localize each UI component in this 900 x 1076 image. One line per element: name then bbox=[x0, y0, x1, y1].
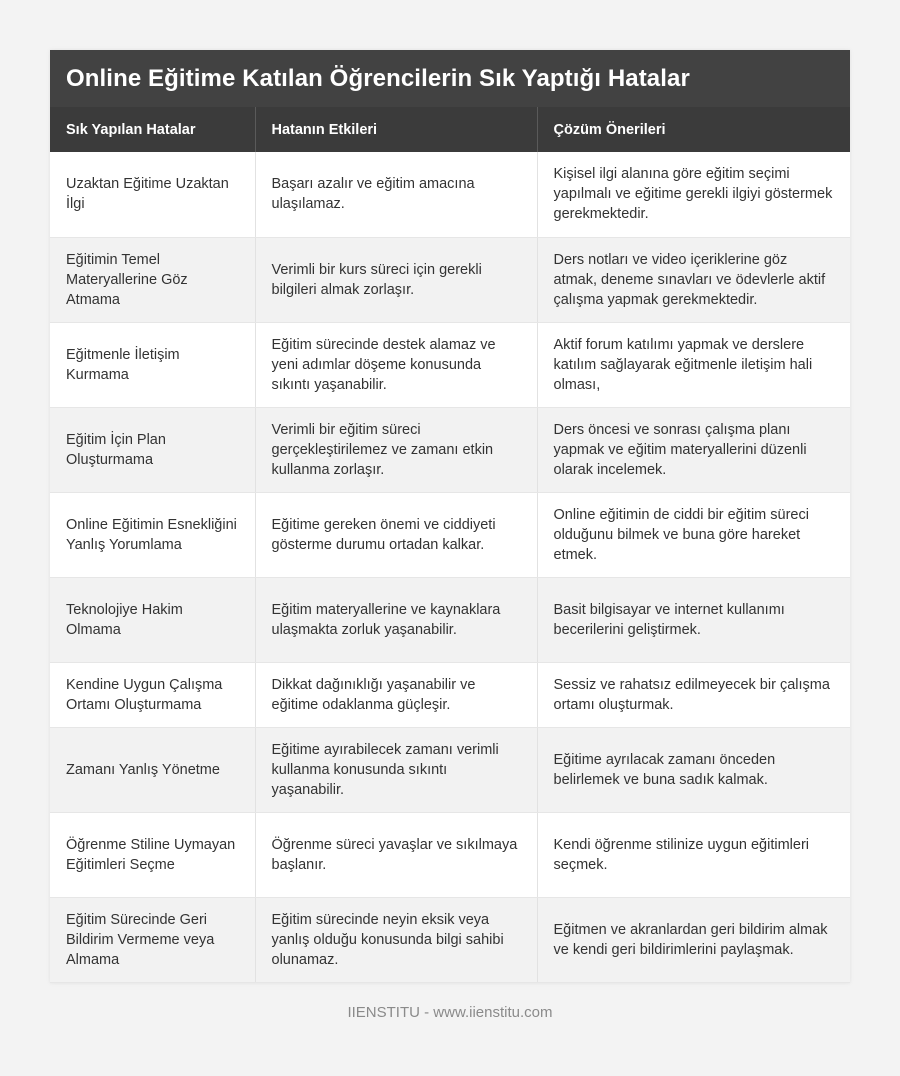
table-row bbox=[50, 152, 850, 237]
solution-cell: Online eğitimin de ciddi bir eğitim süreci olduğunu bilmek ve buna göre hareket etmek. bbox=[537, 492, 850, 577]
mistake-cell: Uzaktan Eğitime Uzaktan İlgi bbox=[50, 152, 255, 237]
mistake-cell: Online Eğitimin Esnekliğini Yanlış Yorumlama bbox=[50, 492, 255, 577]
column-header-solutions: Çözüm Önerileri bbox=[553, 121, 666, 138]
effect-cell: Eğitim materyallerine ve kaynaklara ulaşmakta zorluk yaşanabilir. bbox=[255, 577, 537, 662]
title-bar bbox=[50, 50, 850, 107]
table-row bbox=[50, 662, 850, 727]
table-title: Online Eğitime Katılan Öğrencilerin Sık Yaptığı Hatalar bbox=[66, 64, 690, 92]
effect-cell: Dikkat dağınıklığı yaşanabilir ve eğitime odaklanma güçleşir. bbox=[255, 662, 537, 727]
footer-credit: IIENSTITU - www.iienstitu.com bbox=[347, 1004, 553, 1021]
solution-cell: Ders öncesi ve sonrası çalışma planı yapmak ve eğitim materyallerini düzenli olarak incelemek. bbox=[537, 407, 850, 492]
mistake-cell: Teknolojiye Hakim Olmama bbox=[50, 577, 255, 662]
effect-cell: Öğrenme süreci yavaşlar ve sıkılmaya başlanır. bbox=[255, 812, 537, 897]
mistakes-table bbox=[50, 107, 850, 983]
table-card bbox=[50, 50, 850, 983]
mistake-cell: Eğitim Sürecinde Geri Bildirim Vermeme veya Almama bbox=[50, 897, 255, 982]
effect-cell: Eğitim sürecinde neyin eksik veya yanlış olduğu konusunda bilgi sahibi olunamaz. bbox=[255, 897, 537, 982]
solution-cell: Sessiz ve rahatsız edilmeyecek bir çalışma ortamı oluşturmak. bbox=[537, 662, 850, 727]
mistake-cell: Öğrenme Stiline Uymayan Eğitimleri Seçme bbox=[50, 812, 255, 897]
solution-cell: Kişisel ilgi alanına göre eğitim seçimi yapılmalı ve eğitime gerekli ilgiyi göstermek gerekmektedir. bbox=[537, 152, 850, 237]
table-row bbox=[50, 407, 850, 492]
table-row bbox=[50, 322, 850, 407]
table-row bbox=[50, 727, 850, 812]
mistake-cell: Zamanı Yanlış Yönetme bbox=[50, 727, 255, 812]
effect-cell: Eğitim sürecinde destek alamaz ve yeni adımlar döşeme konusunda sıkıntı yaşanabilir. bbox=[255, 322, 537, 407]
effect-cell: Verimli bir kurs süreci için gerekli bilgileri almak zorlaşır. bbox=[255, 237, 537, 322]
table-row bbox=[50, 577, 850, 662]
mistake-cell: Kendine Uygun Çalışma Ortamı Oluşturmama bbox=[50, 662, 255, 727]
solution-cell: Basit bilgisayar ve internet kullanımı becerilerini geliştirmek. bbox=[537, 577, 850, 662]
effect-cell: Başarı azalır ve eğitim amacına ulaşılamaz. bbox=[255, 152, 537, 237]
column-header-mistakes: Sık Yapılan Hatalar bbox=[50, 107, 255, 152]
mistake-cell: Eğitimin Temel Materyallerine Göz Atmama bbox=[50, 237, 255, 322]
table-header-row bbox=[50, 107, 850, 152]
solution-cell: Kendi öğrenme stilinize uygun eğitimleri seçmek. bbox=[537, 812, 850, 897]
solution-cell: Aktif forum katılımı yapmak ve derslere katılım sağlayarak eğitmenle iletişim hali olması, bbox=[537, 322, 850, 407]
table-row bbox=[50, 897, 850, 982]
table-row bbox=[50, 492, 850, 577]
effect-cell: Eğitime gereken önemi ve ciddiyeti gösterme durumu ortadan kalkar. bbox=[255, 492, 537, 577]
table-row bbox=[50, 812, 850, 897]
effect-cell: Verimli bir eğitim süreci gerçekleştirilemez ve zamanı etkin kullanma zorlaşır. bbox=[255, 407, 537, 492]
mistake-cell: Eğitmenle İletişim Kurmama bbox=[50, 322, 255, 407]
table-row bbox=[50, 237, 850, 322]
mistake-cell: Eğitim İçin Plan Oluşturmama bbox=[50, 407, 255, 492]
solution-cell: Ders notları ve video içeriklerine göz atmak, deneme sınavları ve ödevlerle aktif çalışma yapmak gerekmektedir. bbox=[537, 237, 850, 322]
solution-cell: Eğitime ayrılacak zamanı önceden belirlemek ve buna sadık kalmak. bbox=[537, 727, 850, 812]
column-header-effects: Hatanın Etkileri bbox=[255, 107, 537, 152]
effect-cell: Eğitime ayırabilecek zamanı verimli kullanma konusunda sıkıntı yaşanabilir. bbox=[255, 727, 537, 812]
solution-cell: Eğitmen ve akranlardan geri bildirim almak ve kendi geri bildirimlerini paylaşmak. bbox=[537, 897, 850, 982]
